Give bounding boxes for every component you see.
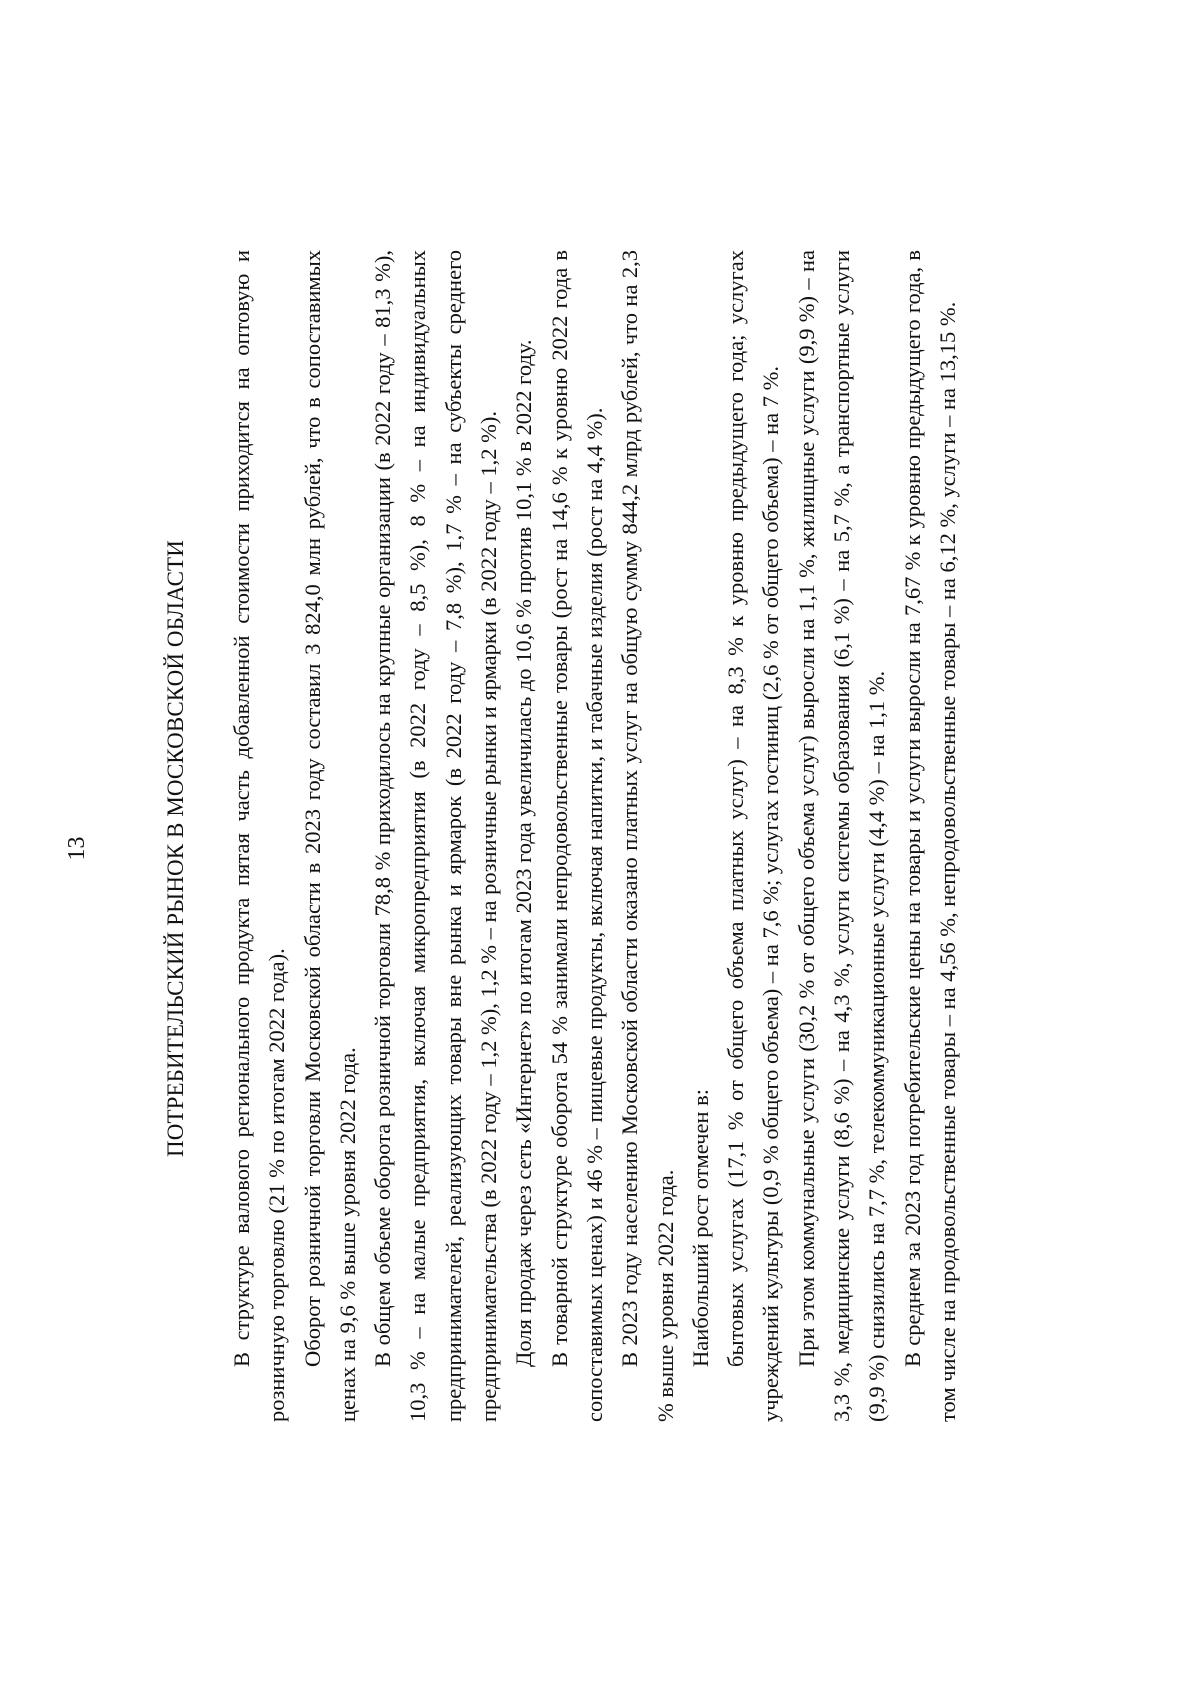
paragraph: Оборот розничной торговли Московской области в 2023 году составил 3 824,0 млн рублей, что в сопоставимых ценах на 9,6 % выше уровня 2022 года. — [299, 250, 360, 1422]
page-title: ПОТРЕБИТЕЛЬСКИЙ РЫНОК В МОСКОВСКОЙ ОБЛАСТИ — [163, 540, 188, 1157]
page-number: 13 — [64, 836, 90, 861]
paragraph: В структуре валового регионального продукта пятая часть добавленной стоимости приходится на оптовую и розничную торговлю (21 % по итогам 2022 года). — [229, 250, 290, 1422]
paragraph: В среднем за 2023 год потребительские цены на товары и услуги выросли на 7,67 % к уровню предыдущего года, в том числе на продовольственные товары – на 4,56 %, непродовольственные товары – на 6,12 %, услуги – на 13,15 %. — [899, 250, 960, 1422]
paragraph: В 2023 году населению Московской области оказано платных услуг на общую сумму 844,2 млрд рублей, что на 2,3 % выше уровня 2022 года. — [617, 250, 678, 1422]
paragraph: бытовых услугах (17,1 % от общего объема платных услуг) – на 8,3 % к уровню предыдущего года; услугах учреждений культуры (0,9 % общего объема) – на 7,6 %; услугах гостиниц (2,6 % от общего объема) – на 7 %. — [723, 250, 784, 1422]
paragraph: Наибольший рост отмечен в: — [687, 1089, 713, 1367]
paragraph: При этом коммунальные услуги (30,2 % от общего объема услуг) выросли на 1,1 %, жилищные услуги (9,9 %) – на 3,3 %, медицинские услуги (8,6 %) – на 4,3 %, услуги системы образования (6,1 %) – на 5,7 %, а транспортные услуги (9,9 %) снизились на 7,7 %, телекоммуникационные услуги (4,4 %) – на 1,1 %. — [793, 250, 890, 1422]
document-body — [224, 250, 965, 1422]
paragraph: В товарной структуре оборота 54 % занимали непродовольственные товары (рост на 14,6 % к уровню 2022 года в сопоставимых ценах) и 46 % – пищевые продукты, включая напитки, и табачные изделия (рост на 4,4 %). — [546, 250, 607, 1422]
paragraph: Доля продаж через сеть «Интернет» по итогам 2023 года увеличилась до 10,6 % против 10,1 % в 2022 году. — [511, 339, 537, 1367]
paragraph: В общем объеме оборота розничной торговли 78,8 % приходилось на крупные организации (в 2022 году – 81,3 %), 10,3 % – на малые предприятия, включая микропредприятия (в 2022 году – 8,5 %), 8 % – на индивидуальных предпринимателей, реализующих товары вне рынка и ярмарок (в 2022 году – 7,8 %), 1,7 % – на субъекты среднего предпринимательства (в 2022 году – 1,2 %), 1,2 % – на розничные рынки и ярмарки (в 2022 году – 1,2 %). — [370, 250, 502, 1422]
